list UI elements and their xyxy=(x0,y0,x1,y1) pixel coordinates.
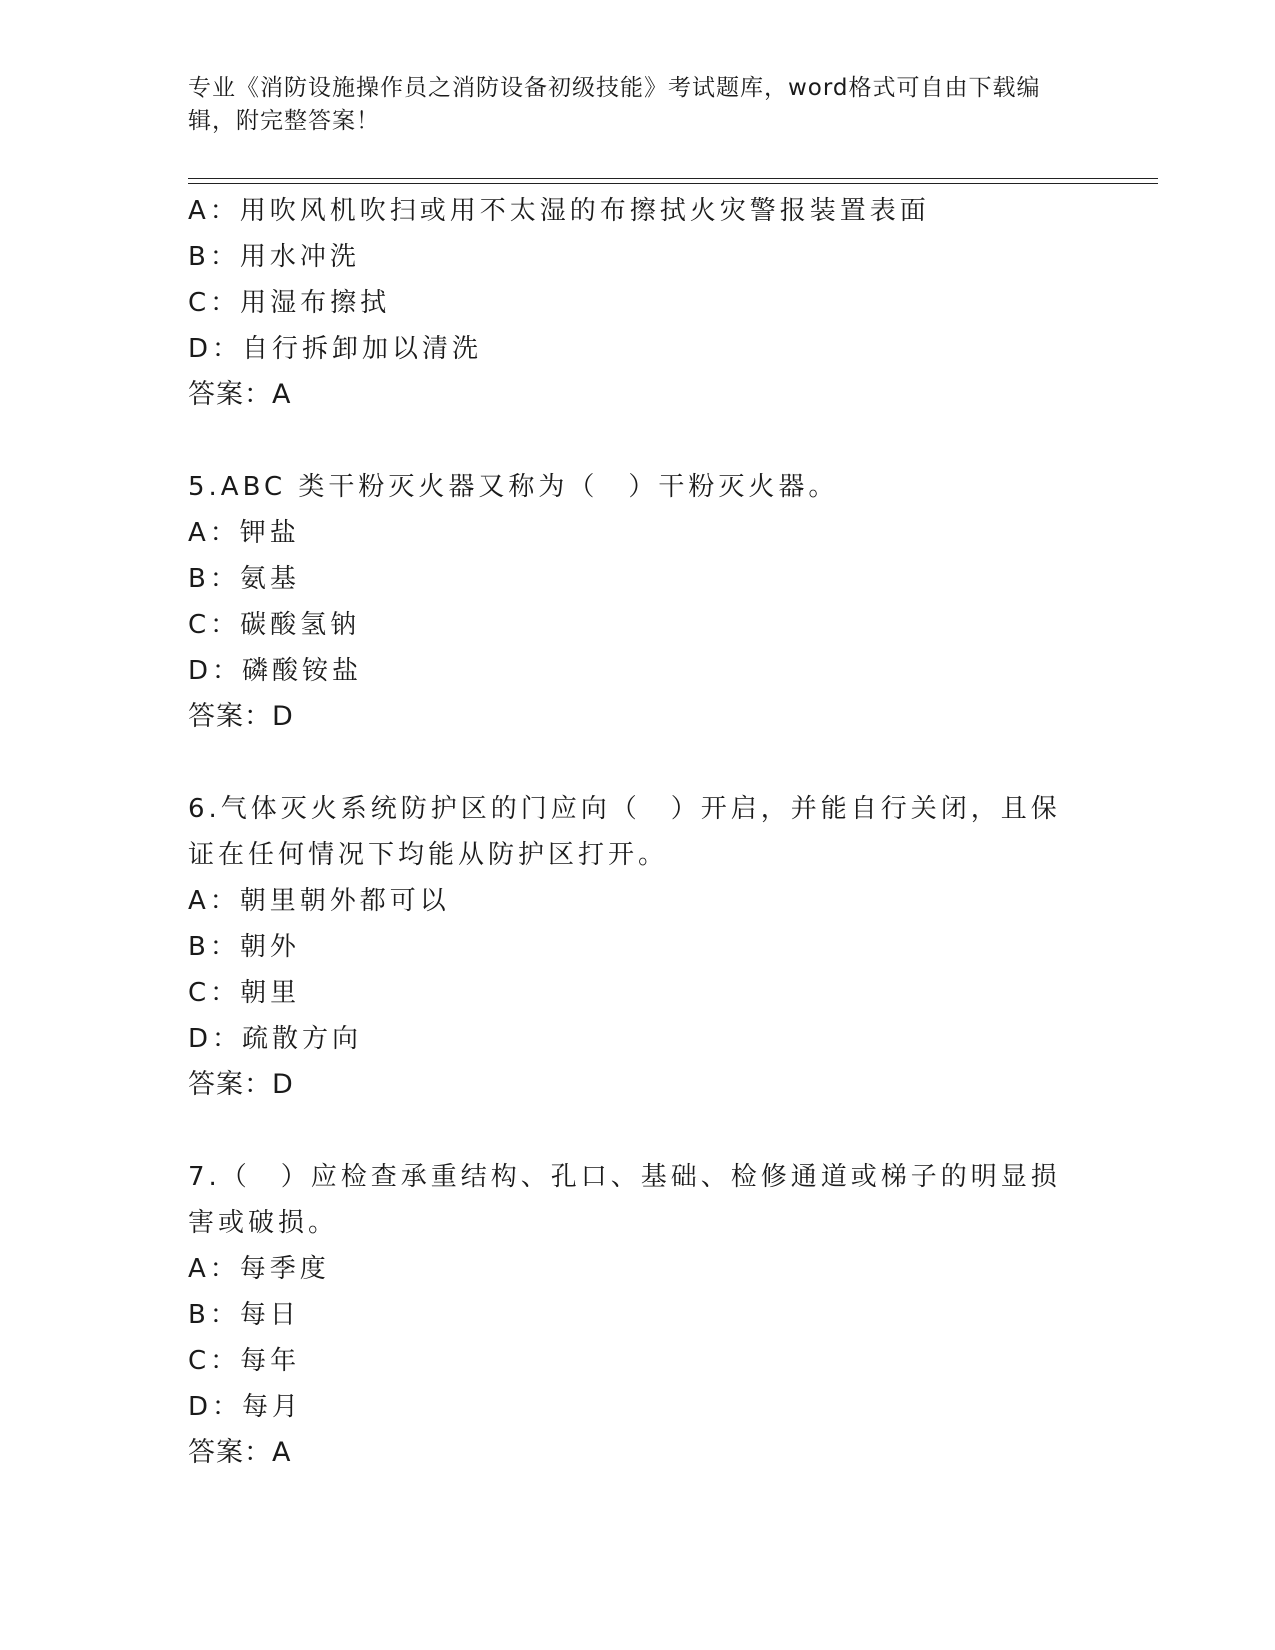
option-c: C：每年 xyxy=(188,1346,301,1376)
question-block-5 xyxy=(188,464,1088,740)
answer-line: 答案：A xyxy=(188,1437,292,1468)
option-d: D：自行拆卸加以清洗 xyxy=(188,334,483,364)
answer-line: 答案：D xyxy=(188,701,294,732)
option-a: A：每季度 xyxy=(188,1254,330,1284)
question-text: 7.（ ）应检查承重结构、孔口、基础、检修通道或梯子的明显损害或破损。 xyxy=(188,1162,1061,1238)
question-content xyxy=(188,188,1088,1476)
option-c: C：碳酸氢钠 xyxy=(188,610,361,640)
question-text: 6.气体灭火系统防护区的门应向（ ）开启，并能自行关闭，且保证在任何情况下均能从防护区打开。 xyxy=(188,794,1061,870)
option-c: C：朝里 xyxy=(188,978,301,1008)
option-b: B：朝外 xyxy=(188,932,300,962)
option-a: A：朝里朝外都可以 xyxy=(188,886,450,916)
answer-line: 答案：D xyxy=(188,1069,294,1100)
option-b: B：用水冲洗 xyxy=(188,242,360,272)
question-text: 5.ABC 类干粉灭火器又称为（ ）干粉灭火器。 xyxy=(188,472,839,502)
option-a: A：用吹风机吹扫或用不太湿的布擦拭火灾警报装置表面 xyxy=(188,196,930,226)
question-block-4 xyxy=(188,188,1088,418)
option-d: D：磷酸铵盐 xyxy=(188,656,363,686)
document-header: 专业《消防设施操作员之消防设备初级技能》考试题库，word格式可自由下载编辑，附完整答案！ xyxy=(188,75,1041,134)
question-block-6 xyxy=(188,786,1088,1108)
header-divider-top xyxy=(188,178,1158,179)
answer-line: 答案：A xyxy=(188,379,292,410)
option-a: A：钾盐 xyxy=(188,518,300,548)
option-d: D：每月 xyxy=(188,1392,303,1422)
option-b: B：氨基 xyxy=(188,564,300,594)
header-divider-bottom xyxy=(188,183,1158,184)
question-block-7 xyxy=(188,1154,1088,1476)
option-d: D：疏散方向 xyxy=(188,1024,363,1054)
option-c: C：用湿布擦拭 xyxy=(188,288,391,318)
option-b: B：每日 xyxy=(188,1300,300,1330)
